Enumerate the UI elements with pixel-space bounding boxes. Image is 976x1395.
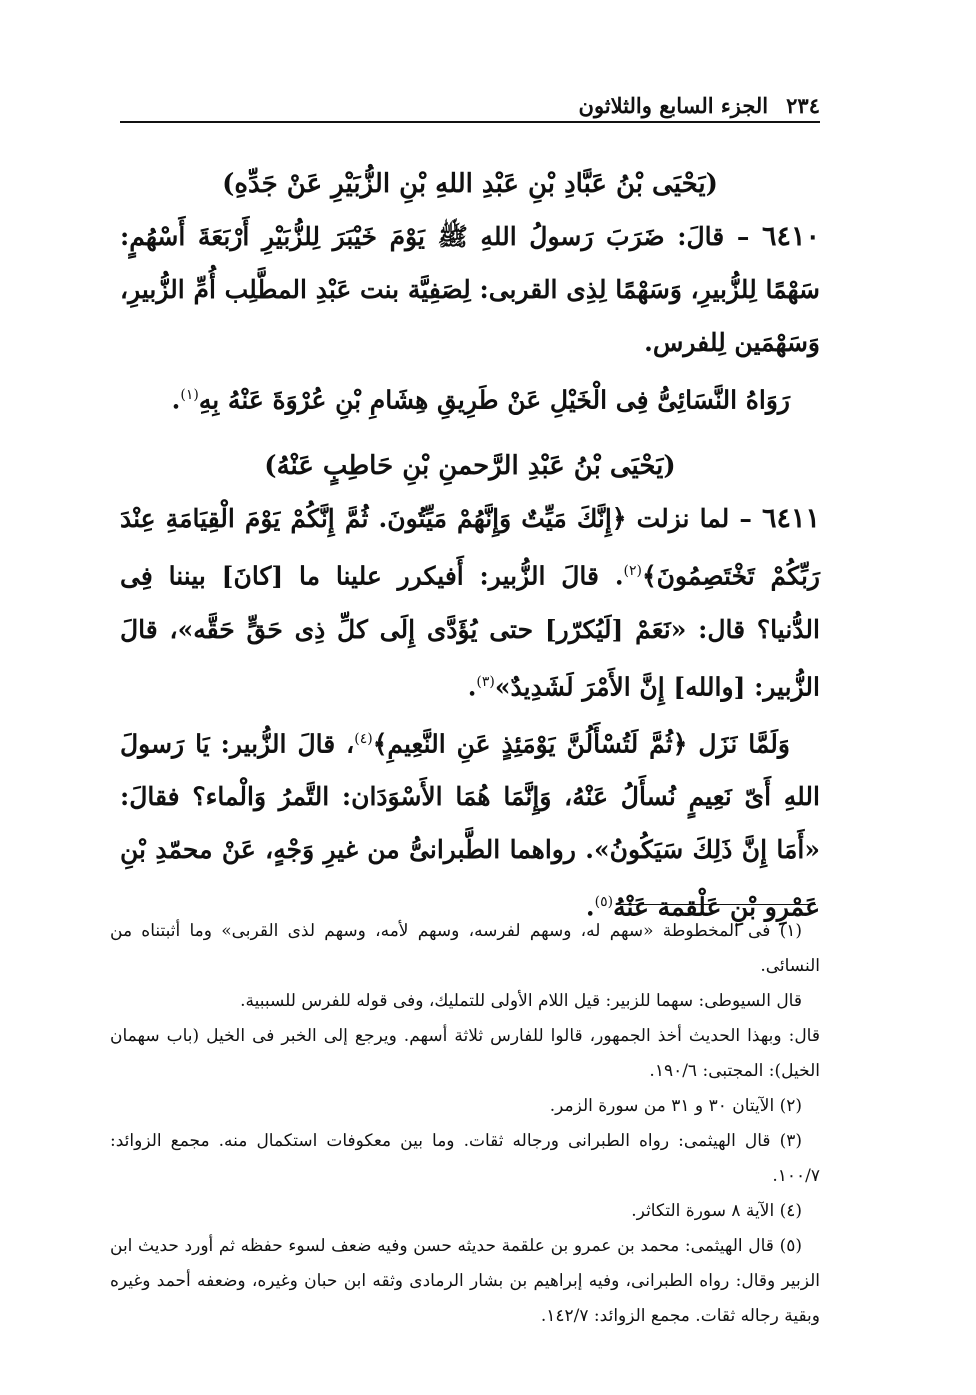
- footnotes: [110, 914, 820, 1334]
- source-paragraph: رَوَاهُ النَّسَائِىُّ فِى الْخَيْلِ عَنْ طَرِيقِ هِشَامِ بْنِ عُرْوَةَ عَنْهُ بِهِ$^{(١)}$.: [171, 385, 790, 415]
- footnote-divider: [616, 904, 816, 905]
- hadith-text: – قالَ: ضَرَبَ رَسولُ اللهِ ﷺ يَوْمَ خَيْبَرَ لِلزُّبَيْرِ أَرْبَعَةَ أَسْهُمٍ: سَهْمًا لِلزُّبيرِ، وَسَهْمًا لِذِى القربى: لِصَفِيَّة بنت عَبْدِ المطَّلِب أُمِّ الزُّبيرِ، وَسَهْمَين لِلفرس.: [120, 222, 820, 357]
- hadith-text: .: [585, 892, 595, 922]
- footnote: قال: وبهذا الحديث أخذ الجمهور، قالوا للفارس ثلاثة أسهم. ويرجع إلى الخبر فى الخيل (باب سهمان الخيل): المجتبى: ١٩٠/٦.: [110, 1026, 820, 1081]
- page-number: ٢٣٤: [786, 93, 820, 118]
- footnote: (١) فى المخطوطة «سهم له، وسهم لفرسه، وسهم لأمه، وسهم لذى القربى» وما أثبتناه من النسائى.: [110, 921, 820, 976]
- running-head: [120, 82, 820, 118]
- footnote-ref: (٥): [594, 894, 614, 911]
- footnote: (٢) الآيتان ٣٠ و ٣١ من سورة الزمر.: [549, 1096, 802, 1116]
- hadith-number: ٦٤١٠: [761, 221, 820, 252]
- hadith-paragraph: [120, 492, 820, 713]
- footnote-ref: (٢): [623, 563, 642, 580]
- hadith-paragraph: [120, 713, 820, 934]
- hadith-text: ، قالَ الزُّبير: يَا رَسولَ اللهِ أَىّ نَعِيمٍ نُسأَلُ عَنْهُ، وَإِنَّمَا هُمَا الأَسْوَدَان: التَّمرُ وَالْماء؟ فقالَ: «أَمَا إِنَّ ذَلِكَ سَيَكُونُ». رواهما الطَّبرانىُّ من غيرِ وَجْهٍ، عَنْ محمّدِ بْنِ عَمْرِو بْنِ عَلْقمة عَنْهُ: [120, 729, 820, 922]
- hadith-text: – لما نزلت ﴿إِنَّكَ مَيِّتٌ وَإِنَّهُمْ مَيِّتُونَ. ثُمَّ إِنَّكُمْ يَوْمَ الْقِيَامَةِ عِنْدَ رَبِّكُمْ تَخْتَصِمُونَ﴾: [120, 504, 821, 591]
- footnote-ref: (٣): [476, 673, 495, 690]
- footnote: (٣) قال الهيثمى: رواه الطبرانى ورجاله ثقات. وما بين معكوفات استكمال منه. مجمع الزوائد: ١٠٠/٧.: [110, 1131, 820, 1186]
- footnote: قال السيوطى: سهما للزبير: قيل اللام الأولى للتمليك، وفى قوله للفرس للسببية.: [240, 991, 802, 1011]
- source-text: رَوَاهُ النَّسَائِىُّ فِى الْخَيْلِ عَنْ طَرِيقِ هِشَامِ بْنِ عُرْوَةَ عَنْهُ بِهِ: [198, 385, 790, 415]
- chapter-title: (يَحْيَى بْنُ عَبَّادِ بْنِ عَبْدِ اللهِ بْنِ الزُّبَيْرِ عَنْ جَدِّهِ): [222, 169, 718, 199]
- footnote-ref: (١): [180, 387, 199, 403]
- hadith-text: . قالَ الزُّبير: أَفيكرر علينا ما [كانَ] بيننا فِى الدُّنيا؟ قال: «نَعَمْ [لَيُكرّر] حتى يُؤَدَّى إِلَى كلِّ ذِى حَقٍّ حَقَّه»، قالَ الزُّبير: [والله] إِنَّ الأَمْرَ لَشَدِيدٌ»: [120, 561, 820, 701]
- hadith-text: وَلَمَّا نَزَل ﴿ثُمَّ لَتُسْأَلُنَّ يَوْمَئِذٍ عَنِ النَّعِيمِ﴾: [372, 729, 791, 759]
- main-text: [120, 158, 820, 934]
- hadith-paragraph: [120, 210, 820, 369]
- part-title: الجزء السابع والثلاثون: [578, 93, 769, 118]
- hadith-number: ٦٤١١: [761, 503, 820, 535]
- footnote: (٤) الآية ٨ سورة التكاثر.: [631, 1201, 802, 1221]
- footnote: (٥) قال الهيثمى: محمد بن عمرو بن علقمة حديثه حسن وفيه ضعف لسوء حفظه ثم أورد حديث ابن الزبير وقال: رواه الطبرانى، وفيه إبراهيم بن بشار الرمادى وثقه ابن حبان وغيره، وضعفه أحمد وغيره وبقية رجاله ثقات. مجمع الزوائد: ١٤٢/٧.: [110, 1236, 820, 1326]
- hadith-text: .: [467, 671, 477, 701]
- header-divider: [120, 121, 820, 123]
- footnote-ref: (٤): [354, 730, 373, 747]
- chapter-title: (يَحْيَى بْنُ عَبْدِ الرَّحمنِ بْنِ حَاطِبٍ عَنْهُ): [264, 451, 676, 482]
